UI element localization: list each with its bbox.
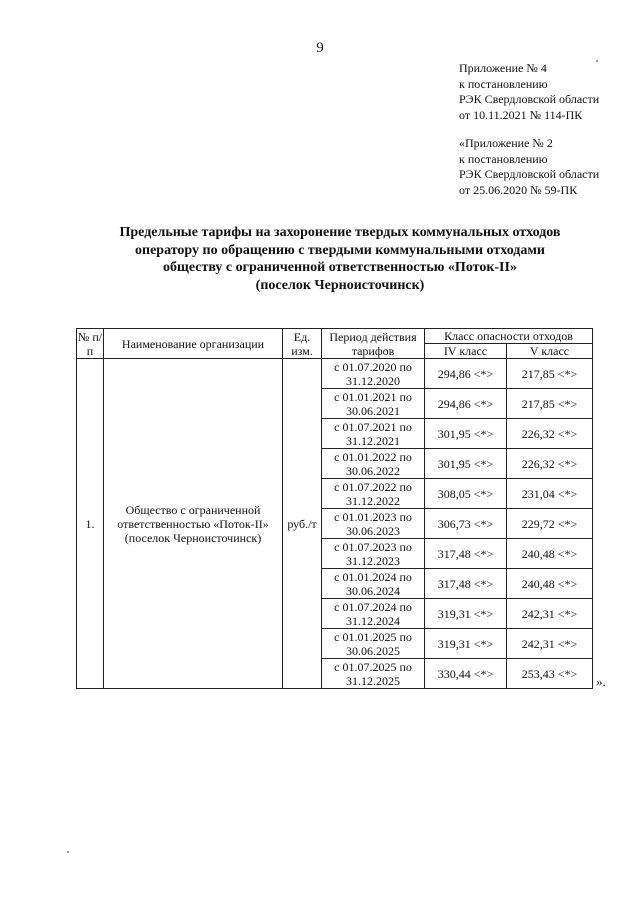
appendix-line: РЭК Свердловской области	[459, 92, 600, 106]
tariff-class-iv: 317,48 <*>	[425, 569, 507, 599]
scan-speck	[67, 851, 69, 853]
tariff-period: с 01.07.2020 по 31.12.2020	[322, 359, 425, 389]
header-unit: Ед. изм.	[283, 329, 322, 359]
tariff-class-v: 217,85 <*>	[507, 359, 593, 389]
organization-name: Общество с ограниченной ответственностью «Поток-II» (поселок Черноисточинск)	[104, 359, 283, 689]
header-class-v: V класс	[507, 344, 593, 359]
header-period: Период действия тарифов	[322, 329, 425, 359]
tariff-class-v: 253,43 <*>	[507, 659, 593, 689]
tariff-period: с 01.01.2021 по 30.06.2021	[322, 389, 425, 419]
tariff-class-iv: 301,95 <*>	[425, 419, 507, 449]
tariff-period: с 01.07.2022 по 31.12.2022	[322, 479, 425, 509]
tariff-class-iv: 330,44 <*>	[425, 659, 507, 689]
tariff-class-iv: 306,73 <*>	[425, 509, 507, 539]
appendix-line: к постановлению	[459, 76, 548, 91]
tariff-class-iv: 308,05 <*>	[425, 479, 507, 509]
appendix-line: «Приложение № 2	[459, 136, 553, 150]
tariff-class-iv: 294,86 <*>	[425, 389, 507, 419]
tariff-period: с 01.01.2025 по 30.06.2025	[322, 629, 425, 659]
tariff-class-v: 242,31 <*>	[507, 629, 593, 659]
unit: руб./т	[283, 359, 322, 689]
tariff-class-iv: 319,31 <*>	[425, 629, 507, 659]
tariff-period: с 01.01.2022 по 30.06.2022	[322, 449, 425, 479]
tariff-table	[76, 328, 593, 689]
appendix-previous	[459, 136, 599, 198]
header-hazard-class: Класс опасности отходов	[425, 329, 593, 344]
title-line: (поселок Черноисточинск)	[255, 277, 425, 293]
appendix-line: Приложение № 4	[459, 61, 547, 75]
tariff-period: с 01.07.2024 по 31.12.2024	[322, 599, 425, 629]
tariff-class-v: 240,48 <*>	[507, 539, 593, 569]
tariff-period: с 01.01.2023 по 30.06.2023	[322, 509, 425, 539]
header-num: № п/п	[77, 329, 103, 358]
tariff-class-iv: 317,48 <*>	[425, 539, 507, 569]
tariff-class-v: 231,04 <*>	[507, 479, 593, 509]
tariff-class-iv: 294,86 <*>	[425, 359, 507, 389]
tariff-class-v: 242,31 <*>	[507, 599, 593, 629]
tariff-class-v: 226,32 <*>	[507, 419, 593, 449]
title-line: Предельные тарифы на захоронение твердых коммунальных отходов	[119, 225, 561, 240]
appendix-line: от 25.06.2020 № 59-ПК	[459, 182, 578, 197]
tariff-period: с 01.07.2021 по 31.12.2021	[322, 419, 425, 449]
tariff-period: с 01.01.2024 по 30.06.2024	[322, 569, 425, 599]
tariff-class-iv: 301,95 <*>	[425, 449, 507, 479]
closing-quote: ».	[596, 674, 606, 689]
title-line: обществу с ограниченной ответственностью «Поток-II»	[163, 260, 517, 275]
header-class-iv: IV класс	[425, 344, 507, 359]
tariff-class-iv: 319,31 <*>	[425, 599, 507, 629]
tariff-class-v: 229,72 <*>	[507, 509, 593, 539]
tariff-class-v: 226,32 <*>	[507, 449, 593, 479]
tariff-period: с 01.07.2025 по 31.12.2025	[322, 659, 425, 689]
scan-speck	[596, 60, 598, 62]
appendix-line: РЭК Свердловской области	[459, 167, 600, 181]
appendix-line: к постановлению	[459, 151, 548, 166]
document-title	[60, 224, 620, 294]
appendix-current	[459, 61, 599, 123]
table-row	[77, 359, 593, 389]
title-line: оператору по обращению с твердыми коммунальными отходами	[135, 242, 545, 258]
appendix-line: от 10.11.2021 № 114-ПК	[459, 107, 583, 122]
page-number: 9	[316, 40, 324, 56]
tariff-class-v: 217,85 <*>	[507, 389, 593, 419]
tariff-class-v: 240,48 <*>	[507, 569, 593, 599]
table-body	[77, 359, 593, 689]
tariff-period: с 01.07.2023 по 31.12.2023	[322, 539, 425, 569]
header-organization: Наименование организации	[104, 329, 283, 359]
row-number: 1.	[77, 359, 104, 689]
